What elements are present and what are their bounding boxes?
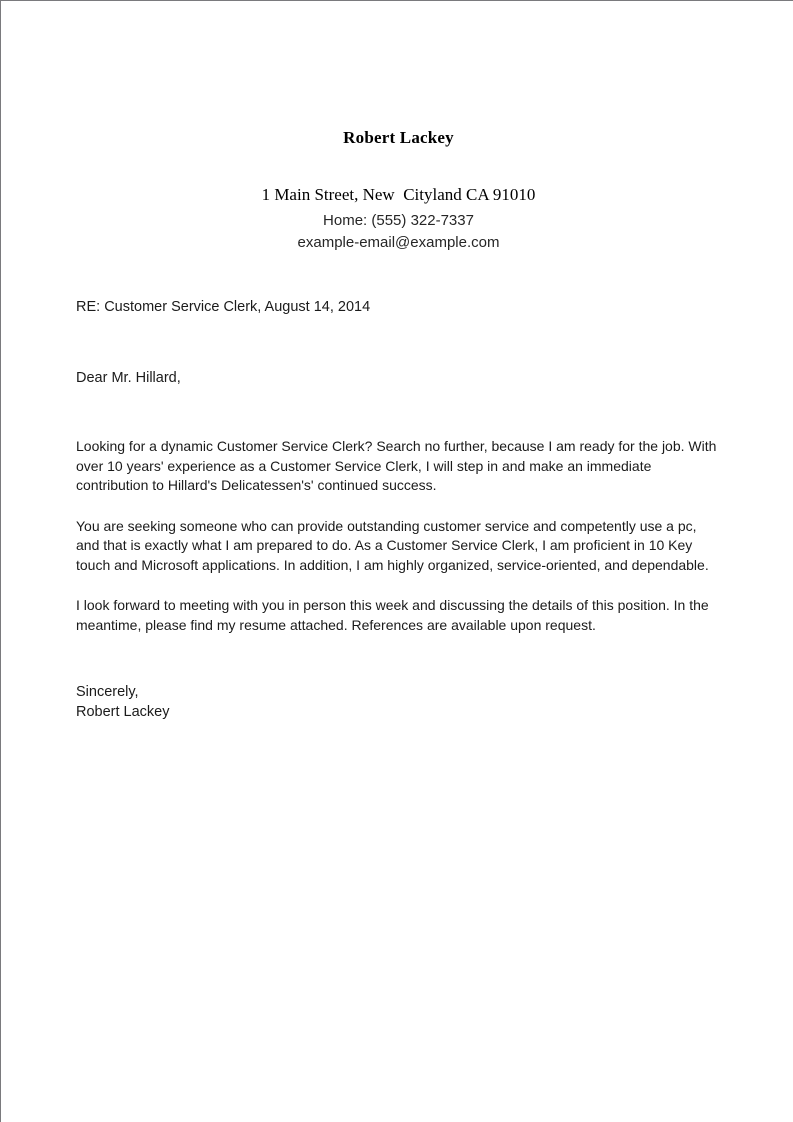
applicant-phone: Home: (555) 322-7337 (323, 212, 474, 229)
body-paragraph: Looking for a dynamic Customer Service Clerk? Search no further, because I am ready for the job. With over 10 years' experience as a Customer Service Clerk, I will step in and make an immediate contribution to Hillard's Delicatessen's' continued success. (76, 438, 717, 493)
letterhead (76, 1, 721, 250)
subject-line: RE: Customer Service Clerk, August 14, 2014 (76, 299, 371, 315)
applicant-email: example-email@example.com (297, 234, 500, 251)
letter-closing (76, 635, 721, 722)
applicant-name: Robert Lackey (343, 128, 454, 147)
body-paragraph: I look forward to meeting with you in person this week and discussing the details of this position. In the meantime, please find my resume attached. References are available upon request. (76, 597, 709, 633)
closing-salutation: Sincerely, (76, 684, 139, 700)
letter-content (76, 1, 721, 722)
applicant-address: 1 Main Street, New Cityland CA 91010 (261, 185, 536, 204)
body-paragraph: You are seeking someone who can provide outstanding customer service and competently use a pc, and that is exactly what I am prepared to do. As a Customer Service Clerk, I am proficient in 10 Key touch and Microsoft applications. In addition, I am highly organized, service-oriented, and dependable. (76, 517, 709, 573)
salutation: Dear Mr. Hillard, (76, 369, 181, 386)
letter-body (76, 385, 721, 635)
signature-name: Robert Lackey (76, 703, 170, 720)
